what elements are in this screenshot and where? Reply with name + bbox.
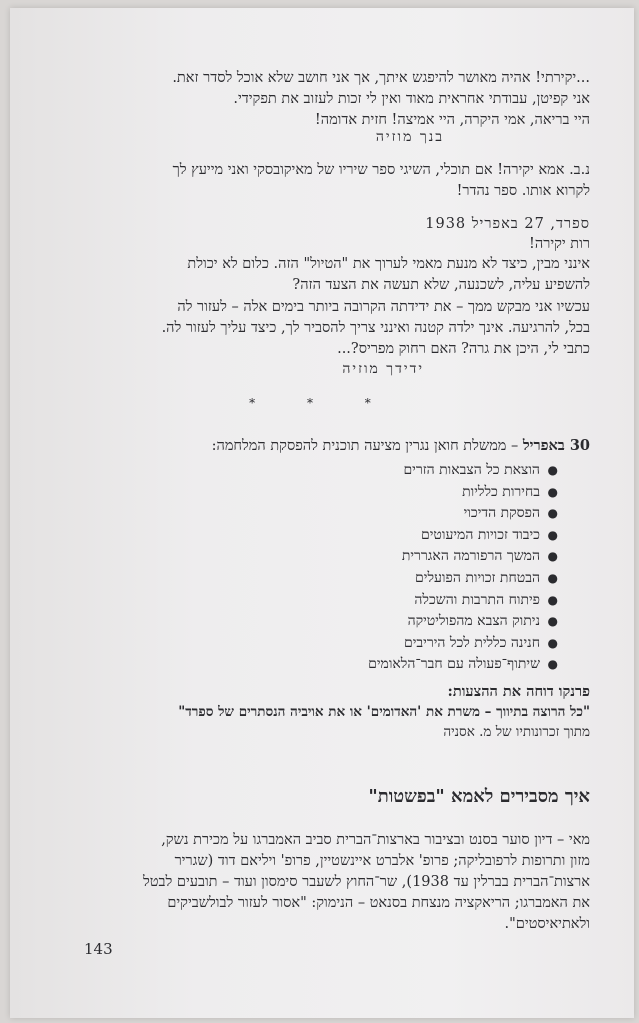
bullet-icon: ● bbox=[547, 614, 558, 629]
letter2-line: כתבי לי, היכן את גרה? האם רחוק מפריס?... bbox=[337, 341, 590, 357]
list-item bbox=[198, 546, 558, 568]
list-item-label: המשך הרפורמה האגררית bbox=[401, 548, 540, 565]
list-item-label: הפסקת הדיכוי bbox=[463, 505, 540, 522]
list-item bbox=[198, 611, 558, 633]
letter2-dateline: ספרד, 27 באפריל 1938 bbox=[425, 216, 590, 232]
quote-source: מתוך זכרונותיו של מ. אסניה bbox=[443, 724, 590, 740]
april30-intro-text: – ממשלת חואן נגרין מציעה תוכנית להפסקת המלחמה: bbox=[211, 438, 523, 454]
bullet-icon: ● bbox=[547, 570, 558, 585]
letter2-line: עכשיו אני מבקש ממך – את ידידתה הקרובה ביותר בימים אלה – לעזור לה bbox=[177, 299, 590, 315]
april30-intro bbox=[70, 436, 590, 456]
april30-date: 30 באפריל bbox=[522, 437, 590, 454]
list-item bbox=[198, 590, 558, 612]
letter2-greeting: רות יקירה! bbox=[529, 236, 590, 252]
letter2-line: בכל, להרגיעה. אינך ילדה קטנה ואינני צריך להסביר לך, כיצד עליך לעזור לה. bbox=[161, 320, 590, 336]
bullet-icon: ● bbox=[547, 463, 558, 477]
letter2-line: להשפיע עליה, לשכנעה, שלא תעשה את הצעד הזה? bbox=[292, 277, 590, 293]
list-item bbox=[198, 503, 558, 525]
list-item bbox=[198, 525, 558, 547]
bullet-icon: ● bbox=[547, 484, 558, 499]
list-item-label: שיתוף־פעולה עם חבר־הלאומים bbox=[368, 656, 540, 673]
list-item-label: פיתוח התרבות והשכלה bbox=[414, 591, 540, 608]
list-item-label: בחירות כלליות bbox=[462, 483, 540, 500]
list-item bbox=[198, 654, 558, 676]
list-item bbox=[198, 482, 558, 504]
postscript-line: נ.ב. אמא יקירה! אם תוכלי, השיגי ספר שיריו של מאיקובסקי ואני מייעץ לך bbox=[172, 162, 590, 178]
list-item-label: הוצאת כל הצבאות הזרים bbox=[403, 462, 540, 478]
proposal-list bbox=[198, 460, 558, 676]
book-page bbox=[10, 8, 634, 1018]
list-item bbox=[198, 633, 558, 655]
section-separator: * * * bbox=[249, 396, 395, 410]
bullet-icon: ● bbox=[547, 527, 558, 542]
letter1-line: אני קפיטן, עבודתי אחראית מאוד ואין לי זכות לעזוב את תפקידי. bbox=[233, 91, 590, 107]
body-line: את האמברגו; הריאקציה מנצחת בסנאט – הנימוק: "אסור לעזור לבולשביקים bbox=[167, 895, 590, 911]
list-item-label: כיבוד זכויות המיעוטים bbox=[421, 526, 540, 543]
letter2-line: אינני מבין, כיצד לא מנעת מאמי לערוך את "הטיול" הזה. כלום לא יכולת bbox=[187, 256, 590, 272]
letter1-line: ...יקירתי! אהיה מאושר להיפגש איתך, אך אני חושב שלא אוכל לסדר זאת. bbox=[172, 70, 590, 86]
body-line: ולאתיאיסטים". bbox=[504, 916, 590, 932]
list-item bbox=[198, 460, 558, 482]
body-line: מזון ותרופות לרפובליקה; פרופ' אלברט איינשטיין, פרופ' ויליאם דוד (שגריר bbox=[174, 853, 590, 869]
letter2-signature: ידידך מוזיה bbox=[342, 361, 424, 377]
body-line: מאי – דיון סוער בסנט ובציבור בארצות־הברית סביב האמברגו על מכירת נשק, bbox=[161, 832, 590, 848]
list-item-label: ניתוק הצבא מהפוליטיקה bbox=[407, 613, 540, 630]
section-heading: איך מסבירים לאמא "בפשטות" bbox=[368, 786, 590, 807]
letter1-line: היי בריאה, אמי היקרה, היי אמיצה! חזית אדומה! bbox=[314, 112, 590, 128]
bullet-icon: ● bbox=[547, 549, 558, 564]
postscript-line: לקרוא אותו. ספר נהדר! bbox=[456, 183, 590, 199]
franco-line: פרנקו דוחה את ההצעות: bbox=[447, 683, 590, 700]
page-number: 143 bbox=[84, 940, 113, 958]
body-line: ארצות־הברית בברלין עד 1938), שר־החוץ לשעבר סימסון ועוד – תובעים לבטל bbox=[142, 874, 590, 890]
list-item-label: הבטחת זכויות הפועלים bbox=[415, 569, 540, 586]
bullet-icon: ● bbox=[547, 592, 558, 607]
letter1-signature: בנך מוזיה bbox=[375, 129, 444, 145]
list-item-label: חנינה כללית לכל היריבים bbox=[404, 634, 540, 651]
bullet-icon: ● bbox=[547, 506, 558, 521]
bullet-icon: ● bbox=[547, 657, 558, 672]
bullet-icon: ● bbox=[547, 635, 558, 650]
list-item bbox=[198, 568, 558, 590]
franco-quote: "כל הרוצה בתיווך – משרת את 'האדומים' או את אויביה הנסתרים של ספרד" bbox=[178, 704, 590, 720]
